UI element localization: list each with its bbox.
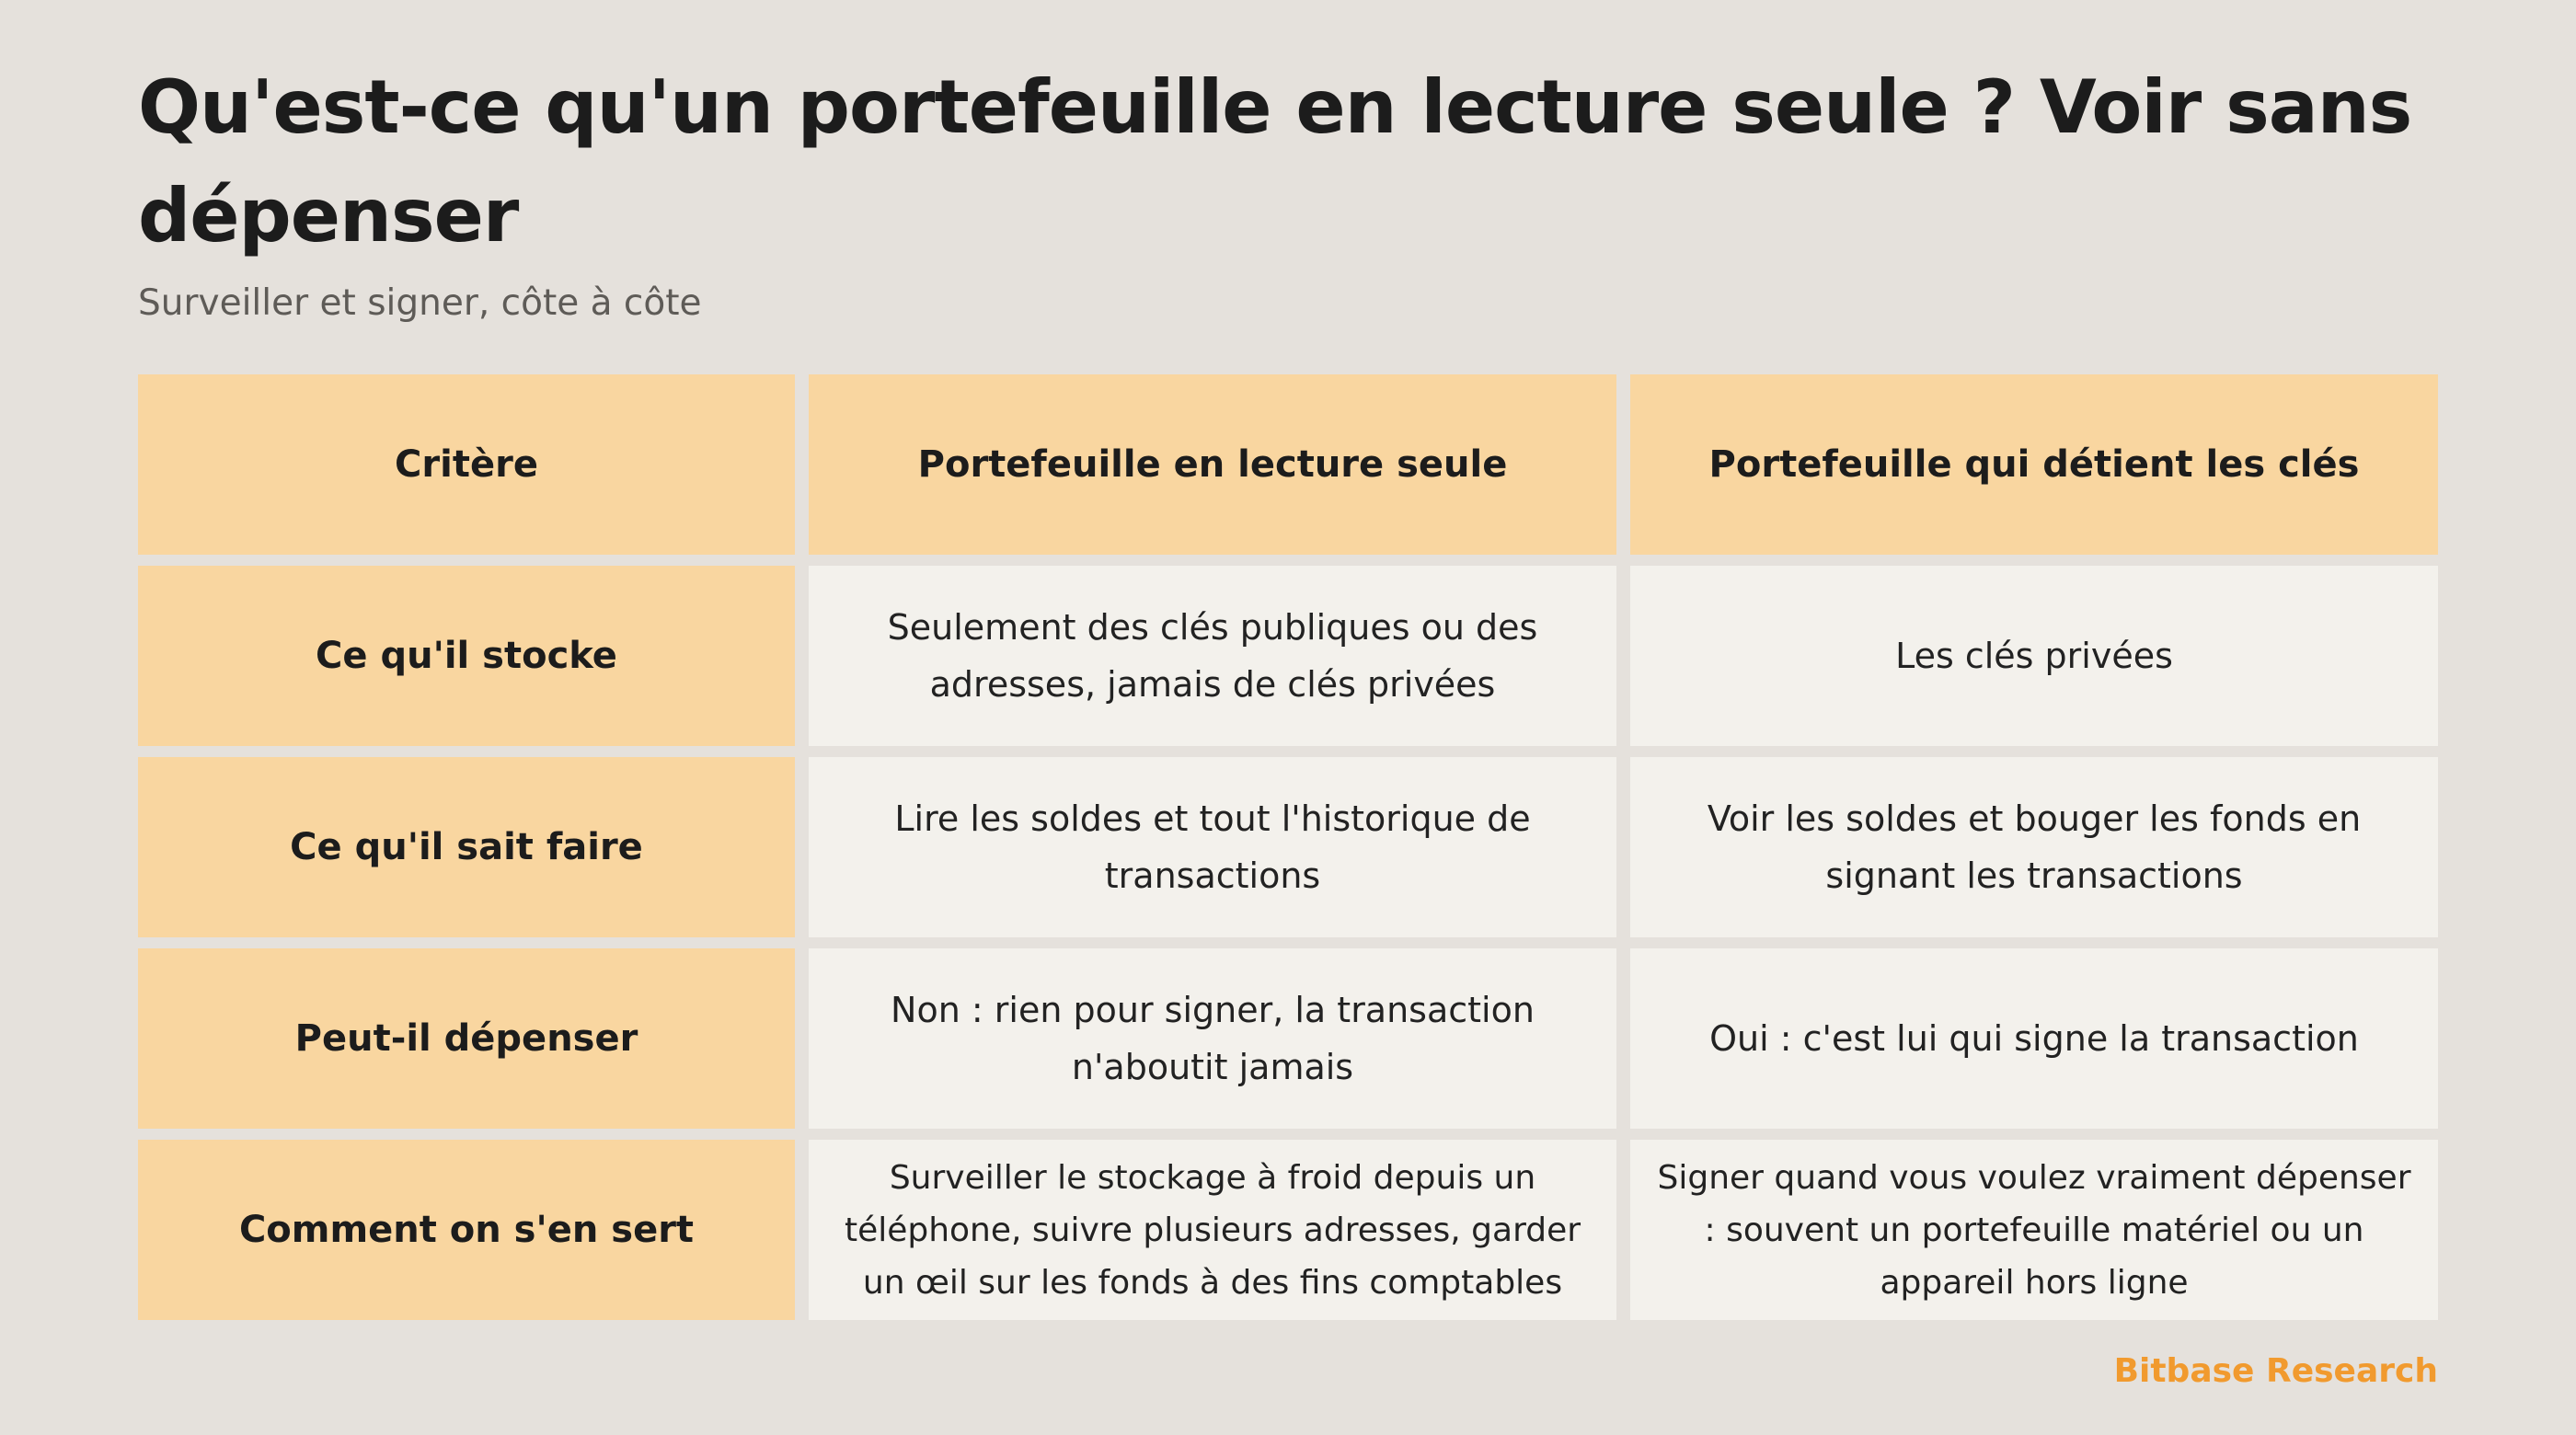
- brand-footer: Bitbase Research: [2113, 1352, 2438, 1390]
- table-cell: Les clés privées: [1630, 566, 2438, 746]
- page-header: [138, 53, 2438, 329]
- table-header-criterion: Critère: [138, 374, 795, 555]
- page-subtitle: Surveiller et signer, côte à côte: [138, 282, 702, 324]
- table-cell: Lire les soldes et tout l'historique de transactions: [809, 757, 1616, 937]
- table-cell: Oui : c'est lui qui signe la transaction: [1630, 948, 2438, 1129]
- table-row-criterion: Ce qu'il stocke: [138, 566, 795, 746]
- table-row-criterion: Ce qu'il sait faire: [138, 757, 795, 937]
- page-title: Qu'est-ce qu'un portefeuille en lecture seule ? Voir sans dépenser: [138, 64, 2412, 258]
- table-cell: Surveiller le stockage à froid depuis un téléphone, suivre plusieurs adresses, garder un œil sur les fonds à des fins comptables: [809, 1140, 1616, 1320]
- table-header-read-only-wallet: Portefeuille en lecture seule: [809, 374, 1616, 555]
- table-cell: Signer quand vous voulez vraiment dépenser : souvent un portefeuille matériel ou un appareil hors ligne: [1630, 1140, 2438, 1320]
- table-row-criterion: Comment on s'en sert: [138, 1140, 795, 1320]
- table-row-criterion: Peut-il dépenser: [138, 948, 795, 1129]
- comparison-table: [138, 374, 2438, 1320]
- table-cell: Voir les soldes et bouger les fonds en signant les transactions: [1630, 757, 2438, 937]
- table-cell: Seulement des clés publiques ou des adresses, jamais de clés privées: [809, 566, 1616, 746]
- table-cell: Non : rien pour signer, la transaction n'aboutit jamais: [809, 948, 1616, 1129]
- table-header-key-holding-wallet: Portefeuille qui détient les clés: [1630, 374, 2438, 555]
